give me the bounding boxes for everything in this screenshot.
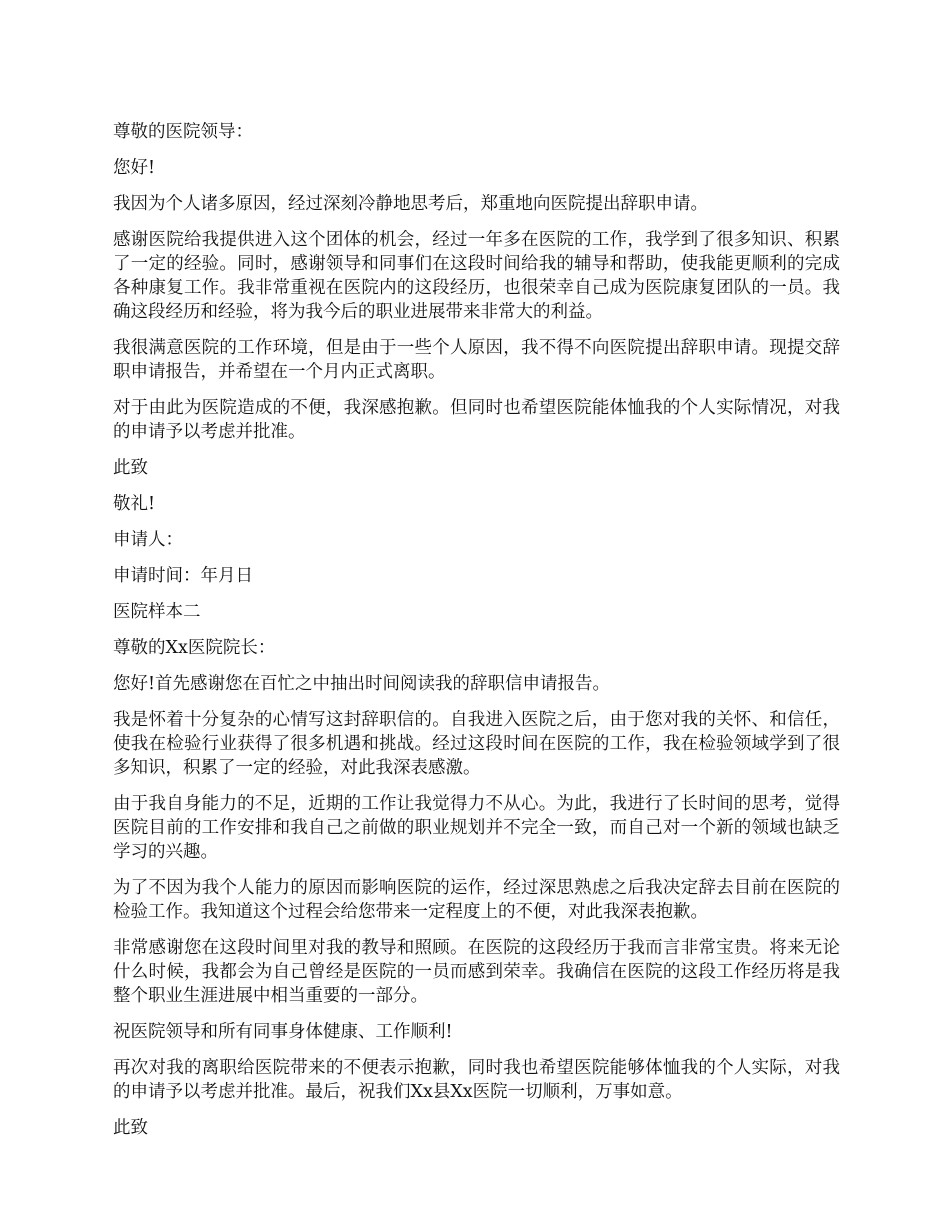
paragraph: 为了不因为我个人能力的原因而影响医院的运作，经过深思熟虑之后我决定辞去目前在医院的检验工作。我知道这个过程会给您带来一定程度上的不便，对此我深表抱歉。 <box>113 878 840 922</box>
applicant-label: 申请人： <box>113 530 183 550</box>
paragraph: 感谢医院给我提供进入这个团体的机会，经过一年多在医院的工作，我学到了很多知识、积累了一定的经验。同时，感谢领导和同事们在这段时间给我的辅导和帮助，使我能更顺利的完成各种康复工作。我非常重视在医院内的这段经历，也很荣幸自己成为医院康复团队的一员。我确这段经历和经验，将为我今后的职业进展带来非常大的利益。 <box>113 230 840 322</box>
closing-regards: 敬礼! <box>113 494 156 514</box>
salutation: 尊敬的医院领导： <box>113 122 253 142</box>
section-title: 医院样本二 <box>113 602 201 622</box>
closing: 此致 <box>113 1118 148 1138</box>
paragraph: 我很满意医院的工作环境，但是由于一些个人原因，我不得不向医院提出辞职申请。现提交辞职申请报告，并希望在一个月内正式离职。 <box>113 338 840 382</box>
wishes: 祝医院领导和所有同事身体健康、工作顺利! <box>113 1022 453 1042</box>
application-date: 申请时间：年月日 <box>113 566 253 586</box>
greeting: 您好!首先感谢您在百忙之中抽出时间阅读我的辞职信申请报告。 <box>113 674 611 694</box>
salutation: 尊敬的Xx医院院长： <box>113 638 276 658</box>
greeting: 您好! <box>113 158 156 178</box>
paragraph: 对于由此为医院造成的不便，我深感抱歉。但同时也希望医院能体恤我的个人实际情况，对我的申请予以考虑并批准。 <box>113 398 840 442</box>
paragraph: 我因为个人诸多原因，经过深刻冷静地思考后，郑重地向医院提出辞职申请。 <box>113 194 708 214</box>
paragraph: 非常感谢您在这段时间里对我的教导和照顾。在医院的这段经历于我而言非常宝贵。将来无论什么时候，我都会为自己曾经是医院的一员而感到荣幸。我确信在医院的这段工作经历将是我整个职业生涯进展中相当重要的一部分。 <box>113 938 840 1006</box>
paragraph: 由于我自身能力的不足，近期的工作让我觉得力不从心。为此，我进行了长时间的思考，觉得医院目前的工作安排和我自己之前做的职业规划并不完全一致，而自己对一个新的领域也缺乏学习的兴趣。 <box>113 794 840 862</box>
closing: 此致 <box>113 458 148 478</box>
paragraph: 再次对我的离职给医院带来的不便表示抱歉，同时我也希望医院能够体恤我的个人实际，对我的申请予以考虑并批准。最后，祝我们Xx县Xx医院一切顺利，万事如意。 <box>113 1058 840 1102</box>
paragraph: 我是怀着十分复杂的心情写这封辞职信的。自我进入医院之后，由于您对我的关怀、和信任，使我在检验行业获得了很多机遇和挑战。经过这段时间在医院的工作，我在检验领域学到了很多知识，积累了一定的经验，对此我深表感激。 <box>113 710 840 778</box>
